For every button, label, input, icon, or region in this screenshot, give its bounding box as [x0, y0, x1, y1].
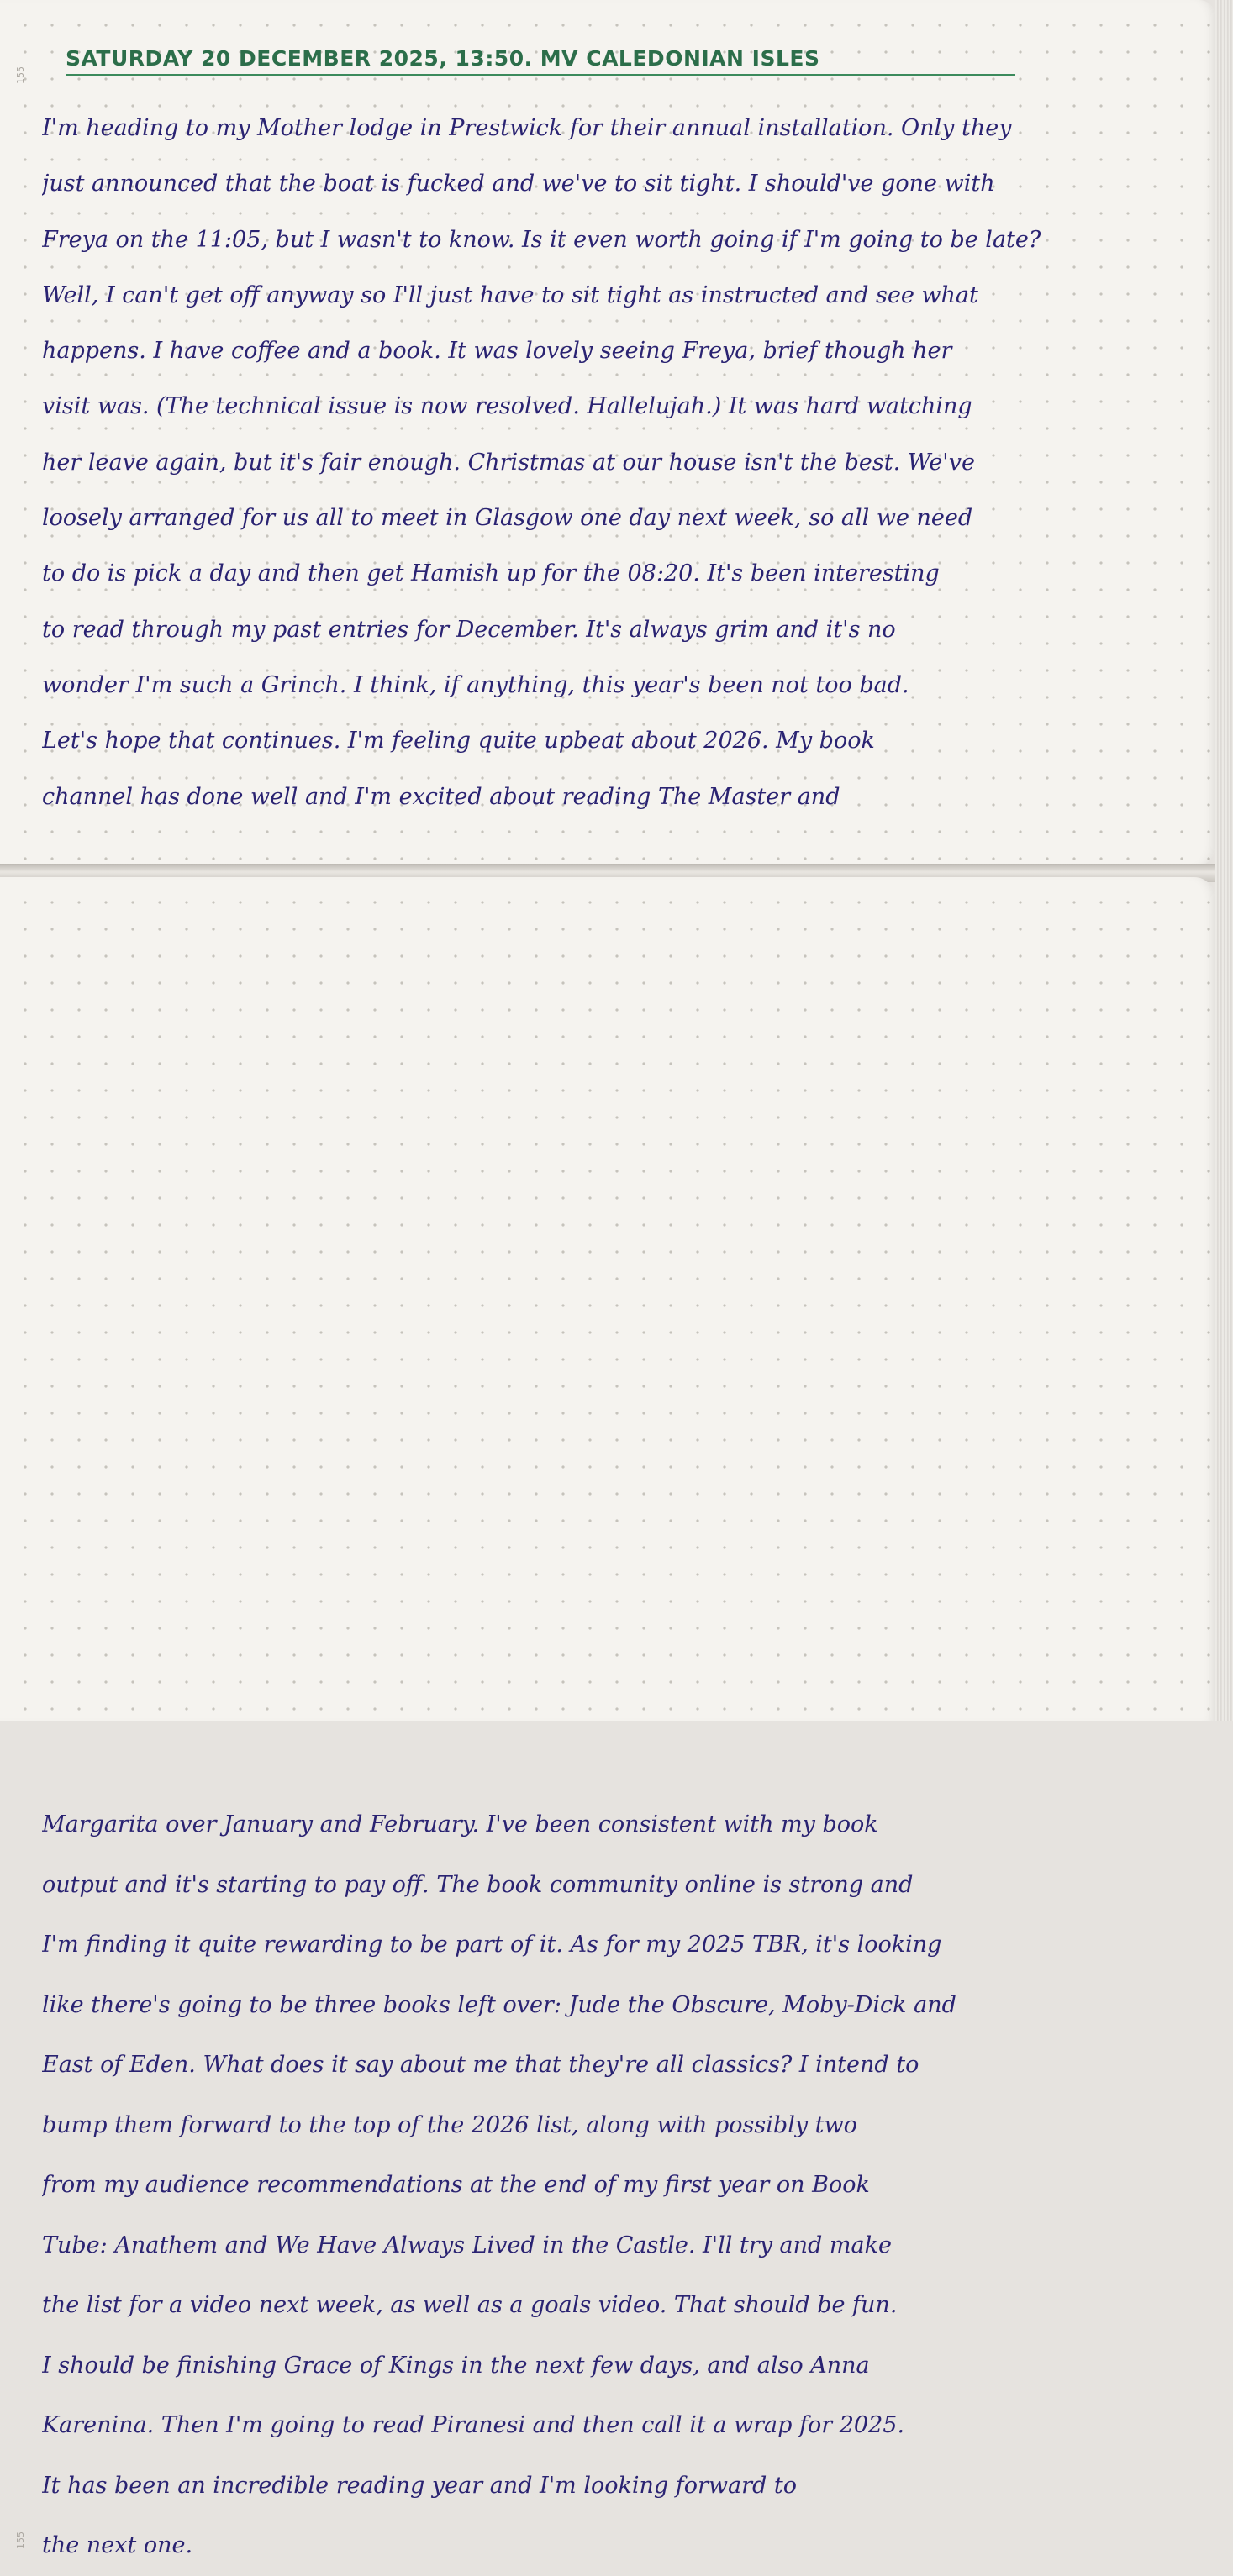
- entry-text-page2: [42, 1795, 1210, 2576]
- text-line: just announced that the boat is fucked and we've to sit tight. I should've gone with: [42, 171, 995, 197]
- text-line: I'm finding it quite rewarding to be part of it. As for my 2025 TBR, it's looking: [42, 1932, 942, 1958]
- text-line: Margarita over January and February. I've been consistent with my book: [42, 1811, 878, 1837]
- text-line: bump them forward to the top of the 2026 list, along with possibly two: [42, 2111, 857, 2138]
- text-line: to read through my past entries for December. It's always grim and it's no: [42, 616, 896, 643]
- text-line: I should be finishing Grace of Kings in the next few days, and also Anna: [42, 2352, 870, 2379]
- text-line: I'm heading to my Mother lodge in Prestwick for their annual installation. Only they: [42, 115, 1012, 141]
- text-line: Tube: Anathem and We Have Always Lived in the Castle. I'll try and make: [42, 2232, 892, 2258]
- entry-header: SATURDAY 20 DECEMBER 2025, 13:50. MV CALEDONIAN ISLES: [66, 46, 1015, 76]
- text-line: wonder I'm such a Grinch. I think, if anything, this year's been not too bad.: [42, 671, 909, 698]
- page-number-top: 155: [15, 66, 26, 84]
- text-line: It has been an incredible reading year and I'm looking forward to: [42, 2472, 797, 2499]
- text-line: the next one.: [42, 2532, 193, 2558]
- text-line: Freya on the 11:05, but I wasn't to know. Is it even worth going if I'm going to be late?: [42, 226, 1041, 253]
- text-line: from my audience recommendations at the end of my first year on Book: [42, 2172, 870, 2198]
- journal-page-top: [0, 0, 1215, 867]
- text-line: East of Eden. What does it say about me that they're all classics? I intend to: [42, 2052, 919, 2078]
- entry-text-page1: [42, 101, 1210, 825]
- text-line: Let's hope that continues. I'm feeling quite upbeat about 2026. My book: [42, 728, 875, 754]
- journal-page-bottom: [0, 877, 1215, 2558]
- text-line: output and it's starting to pay off. The book community online is strong and: [42, 1871, 914, 1898]
- text-line: the list for a video next week, as well as a goals video. That should be fun.: [42, 2292, 898, 2318]
- text-line: channel has done well and I'm excited about reading The Master and: [42, 783, 840, 810]
- page-edge: [1215, 0, 1233, 1721]
- text-line: visit was. (The technical issue is now resolved. Hallelujah.) It was hard watching: [42, 393, 972, 420]
- text-line: Karenina. Then I'm going to read Piranesi and then call it a wrap for 2025.: [42, 2412, 905, 2438]
- text-line: Well, I can't get off anyway so I'll just have to sit tight as instructed and see what: [42, 281, 978, 308]
- text-line: loosely arranged for us all to meet in Glasgow one day next week, so all we need: [42, 505, 973, 532]
- text-line: to do is pick a day and then get Hamish up for the 08:20. It's been interesting: [42, 560, 940, 587]
- text-line: her leave again, but it's fair enough. Christmas at our house isn't the best. We've: [42, 449, 975, 476]
- text-line: like there's going to be three books left over: Jude the Obscure, Moby-Dick and: [42, 1991, 956, 2018]
- page-number-bottom: 155: [15, 2531, 26, 2549]
- text-line: happens. I have coffee and a book. It was lovely seeing Freya, brief though her: [42, 338, 952, 365]
